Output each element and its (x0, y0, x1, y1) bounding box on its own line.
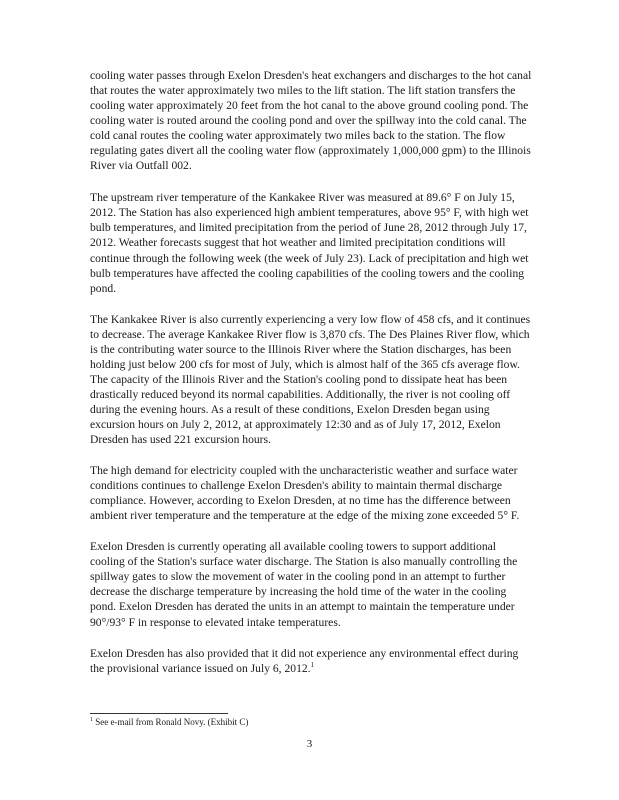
paragraph-environmental-effect (90, 646, 532, 676)
paragraph-river-flow: The Kankakee River is also currently experiencing a very low flow of 458 cfs, and it continues to decrease. The average Kankakee River flow is 3,870 cfs. The Des Plaines River flow, which is the contributing water source to the Illinois River where the Station discharges, has been holding just below 200 cfs for most of July, which is almost half of the 365 cfs average flow. The capacity of the Illinois River and the Station's cooling pond to dissipate heat has been drastically reduced beyond its normal capabilities. Additionally, the river is not cooling off during the evening hours. As a result of these conditions, Exelon Dresden began using excursion hours on July 2, 2012, at approximately 12:30 and as of July 17, 2012, Exelon Dresden has used 221 excursion hours. (90, 312, 531, 447)
paragraph-thermal-compliance: The high demand for electricity coupled with the uncharacteristic weather and surface water conditions continues to challenge Exelon Dresden's ability to maintain thermal discharge compliance. However, according to Exelon Dresden, at no time has the difference between ambient river temperature and the temperature at the edge of the mixing zone exceeded 5° F. (90, 464, 520, 523)
footnote-separator (90, 713, 228, 714)
footnote-reference: 1 (310, 660, 315, 669)
page-number: 3 (306, 738, 313, 750)
document-body (90, 68, 532, 692)
footnote (90, 716, 532, 728)
paragraph-cooling-operations: Exelon Dresden is currently operating all available cooling towers to support additional cooling of the Station's surface water discharge. The Station is also manually controlling the spillway gates to slow the movement of water in the cooling pond in an attempt to further decrease the discharge temperature by increasing the hold time of the water in the cooling pond. Exelon Dresden has derated the units in an attempt to maintain the temperature under 90°/93° F in response to elevated intake temperatures. (90, 540, 518, 629)
footnote-text: See e-mail from Ronald Novy. (Exhibit C) (95, 717, 249, 727)
footnote-marker: 1 (90, 717, 93, 723)
paragraph-cooling-water-route: cooling water passes through Exelon Dresden's heat exchangers and discharges to the hot canal that routes the water approximately two miles to the lift station. The lift station transfers the cooling water approximately 20 feet from the hot canal to the above ground cooling pond. The cooling water is routed around the cooling pond and over the spillway into the cold canal. The cold canal routes the cooling water approximately two miles back to the station. The flow regulating gates divert all the cooling water flow (approximately 1,000,000 gpm) to the Illinois River via Outfall 002. (90, 69, 532, 173)
paragraph-river-temperature: The upstream river temperature of the Kankakee River was measured at 89.6° F on July 15, 2012. The Station has also experienced high ambient temperatures, above 95° F, with high wet bulb temperatures, and limited precipitation from the period of June 28, 2012 through July 17, 2012. Weather forecasts suggest that hot weather and limited precipitation conditions will continue through the following week (the week of July 23). Lack of precipitation and high wet bulb temperatures have affected the cooling capabilities of the cooling towers and the cooling pond. (90, 191, 529, 295)
paragraph-environmental-effect-text: Exelon Dresden has also provided that it did not experience any environmental effect during the provisional variance issued on July 6, 2012. (90, 646, 519, 675)
